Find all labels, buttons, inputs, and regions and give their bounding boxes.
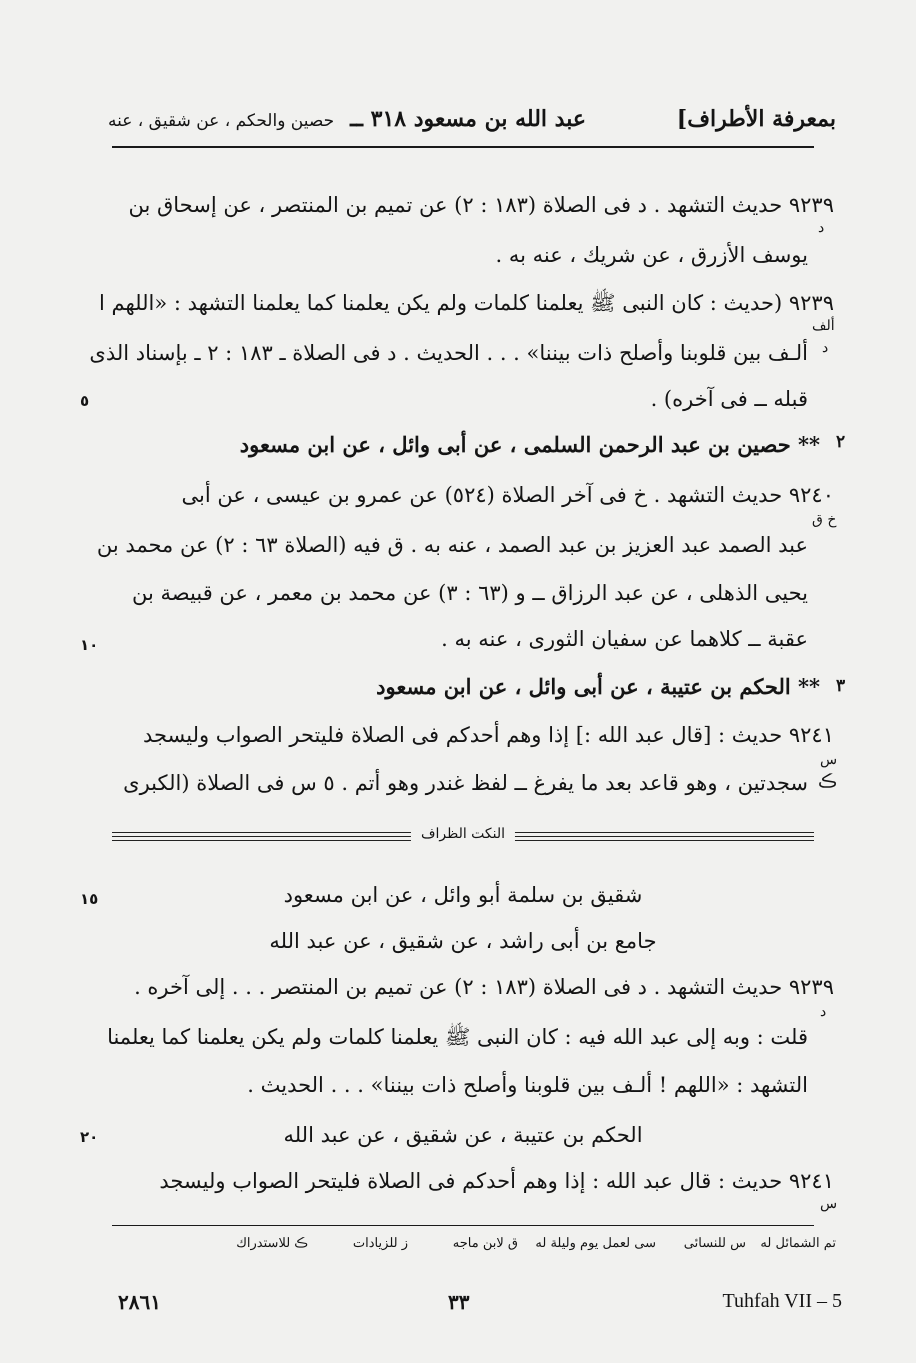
nukat-9239-siglum: د (820, 1004, 827, 1020)
nukat-divider (112, 822, 814, 852)
entry-9240-line-3: يحيى الذهلى ، عن عبد الرزاق ــ و (٦٣ : ٣) عن محمد بن معمر ، عن قبيصة بن (132, 581, 808, 605)
entry-9239-line-1: ٩٢٣٩ حديث التشهد . د فى الصلاة (١٨٣ : ٢) عن تميم بن المنتصر ، عن إسحاق بن (128, 193, 834, 217)
line-number-10: ١٠ (80, 636, 99, 654)
line-number-20: ٢٠ (80, 1128, 99, 1146)
abbreviation-ziyadat: ز للزيادات (352, 1236, 408, 1251)
line-number-5: ٥ (80, 392, 90, 410)
header-center: عبد الله بن مسعود ٣١٨ ــ (350, 106, 586, 132)
footer-volume: Tuhfah VII – 5 (722, 1290, 842, 1312)
entry-9239-line-2: يوسف الأزرق ، عن شريك ، عنه به . (495, 243, 808, 267)
entry-9241-line-1: ٩٢٤١ حديث : [قال عبد الله :] إذا وهم أحدكم فى الصلاة فليتحر الصواب وليسجد (142, 723, 834, 747)
entry-9241-siglum: س (820, 752, 838, 768)
nukat-9241-siglum: س (820, 1196, 838, 1212)
abbreviation-amal: سى لعمل يوم وليلة له (535, 1236, 656, 1251)
abbreviation-shamail: تم الشمائل له (760, 1236, 836, 1251)
entry-9240-line-1: ٩٢٤٠ حديث التشهد . خ فى آخر الصلاة (٥٢٤) عن عمرو بن عيسى ، عن أبى (181, 483, 834, 507)
nukat-9239-line-2: قلت : وبه إلى عبد الله فيه : كان النبى ﷺ يعلمنا كلمات ولم يكن يعلمنا كما يعلمنا (107, 1025, 808, 1049)
abbreviation-istidrak: ڪ للاستدراك (236, 1236, 308, 1251)
entry-9241-siglum-2: ڪ (818, 771, 837, 792)
nukat-heading-2: جامع بن أبى راشد ، عن شقيق ، عن عبد الله (269, 929, 657, 953)
header-left: حصين والحكم ، عن شقيق ، عنه (108, 111, 335, 131)
entry-9240-line-4: عقبة ــ كلاهما عن سفيان الثورى ، عنه به . (441, 627, 808, 651)
entry-9239b-line-1: ٩٢٣٩ (حديث : كان النبى ﷺ يعلمنا كلمات ولم يكن يعلمنا كما يعلمنا التشهد : «اللهم ا (98, 291, 834, 315)
abbreviation-nasai: س للنسائى (683, 1236, 746, 1251)
section-3-number: ٣ (836, 676, 846, 696)
entry-9239b-siglum-top: ألف (812, 318, 835, 334)
section-3-heading: ** الحكم بن عتيبة ، عن أبى وائل ، عن ابن مسعود (376, 674, 820, 699)
section-2-number: ٢ (836, 432, 846, 452)
entry-9239b-line-2: ألـف بين قلوبنا وأصلح ذات بيننا» . . . الحديث . د فى الصلاة ـ ١٨٣ : ٢ ـ بإسناد الذى (89, 341, 808, 365)
entry-9241-line-2: سجدتين ، وهو قاعد بعد ما يفرغ ــ لفظ غندر وهو أتم . ٥ س فى الصلاة (الكبرى (123, 771, 808, 795)
nukat-heading-1: شقيق بن سلمة أبو وائل ، عن ابن مسعود (283, 883, 643, 907)
line-number-15: ١٥ (80, 890, 99, 908)
entry-9239b-siglum: د (822, 340, 829, 356)
nukat-heading-3: الحكم بن عتيبة ، عن شقيق ، عن عبد الله (283, 1123, 643, 1147)
nukat-divider-label: النكت الظراف (411, 826, 515, 842)
section-2-heading: ** حصين بن عبد الرحمن السلمى ، عن أبى وائل ، عن ابن مسعود (239, 432, 820, 457)
header-rule (112, 146, 814, 148)
nukat-9239-line-3: التشهد : «اللهم ! ألـف بين قلوبنا وأصلح ذات بيننا» . . . الحديث . (247, 1073, 808, 1097)
entry-9239-siglum: د (818, 220, 825, 236)
entry-9240-siglum: خ ق (812, 512, 837, 528)
nukat-9241-line-1: ٩٢٤١ حديث : قال عبد الله : إذا وهم أحدكم فى الصلاة فليتحر الصواب وليسجد (159, 1169, 834, 1193)
footer-page-number: ٣٣ (448, 1290, 470, 1314)
header-right: بمعرفة الأطراف] (676, 106, 836, 132)
nukat-9239-line-1: ٩٢٣٩ حديث التشهد . د فى الصلاة (١٨٣ : ٢) عن تميم بن المنتصر . . . إلى آخره . (134, 975, 834, 999)
entry-9239b-line-3: قبله ــ فى آخره) . (650, 387, 808, 411)
footer-code: ٢٨٦١ (118, 1290, 161, 1314)
abbreviation-ibn-majah: ق لابن ماجه (452, 1236, 518, 1251)
abbreviation-rule (112, 1225, 814, 1226)
entry-9240-line-2: عبد الصمد عبد العزيز بن عبد الصمد ، عنه به . ق فيه (الصلاة ٦٣ : ٢) عن محمد بن (96, 533, 808, 557)
